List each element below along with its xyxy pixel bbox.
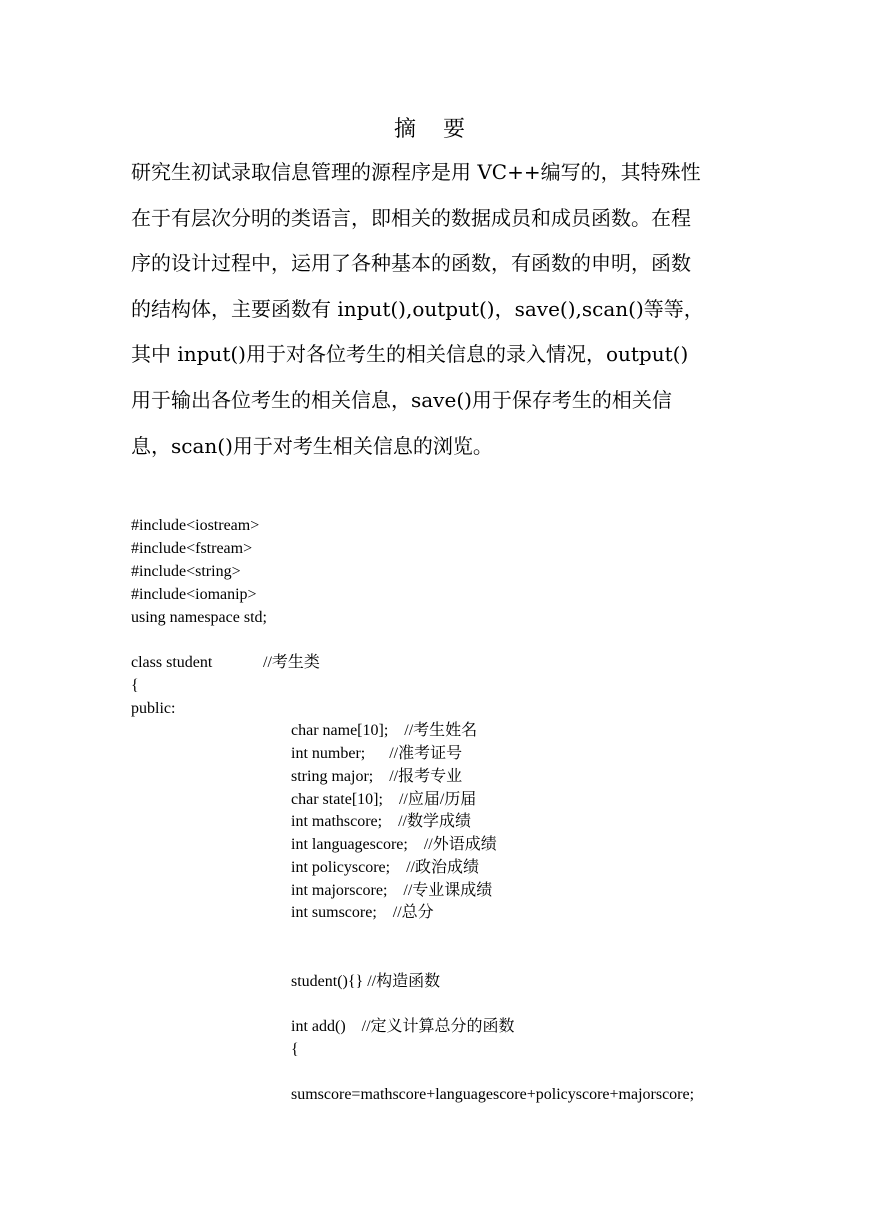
code-add-open-brace: { [291, 1041, 299, 1058]
abstract-line: 息，scan()用于对考生相关信息的浏览。 [131, 433, 493, 458]
code-member-line: int policyscore; //政治成绩 [291, 859, 479, 876]
code-class-comment: //考生类 [263, 654, 320, 671]
code-member-line: char name[10]; //考生姓名 [291, 722, 478, 739]
code-add-declaration: int add() //定义计算总分的函数 [291, 1018, 515, 1035]
code-public-label: public: [131, 700, 176, 717]
code-member-line: int mathscore; //数学成绩 [291, 813, 471, 830]
code-include-line: #include<iomanip> [131, 586, 257, 603]
abstract-line: 用于输出各位考生的相关信息，save()用于保存考生的相关信 [131, 387, 672, 412]
code-using-line: using namespace std; [131, 609, 267, 626]
code-member-line: string major; //报考专业 [291, 768, 463, 785]
abstract-line: 的结构体，主要函数有 input(),output()，save(),scan()等等， [131, 296, 704, 321]
code-include-line: #include<string> [131, 563, 241, 580]
code-member-line: int majorscore; //专业课成绩 [291, 882, 493, 899]
code-member-line: int number; //准考证号 [291, 745, 463, 762]
code-open-brace: { [131, 677, 139, 694]
abstract-line: 研究生初试录取信息管理的源程序是用 VC++编写的，其特殊性 [131, 160, 701, 184]
abstract-line: 在于有层次分明的类语言，即相关的数据成员和成员函数。在程 [131, 205, 691, 230]
code-class-declaration: class student [131, 654, 213, 671]
code-member-line: char state[10]; //应届/历届 [291, 791, 477, 808]
code-member-line: int sumscore; //总分 [291, 904, 434, 921]
code-include-line: #include<fstream> [131, 540, 253, 557]
code-member-line: int languagescore; //外语成绩 [291, 836, 497, 853]
abstract-heading: 摘 要 [394, 117, 475, 142]
abstract-line: 序的设计过程中，运用了各种基本的函数，有函数的申明，函数 [131, 251, 691, 276]
code-add-body-line: sumscore=mathscore+languagescore+policyscore+majorscore; [291, 1086, 695, 1103]
code-include-line: #include<iostream> [131, 517, 260, 534]
code-constructor-line: student(){} //构造函数 [291, 973, 441, 990]
abstract-paragraph [131, 150, 741, 469]
abstract-line: 其中 input()用于对各位考生的相关信息的录入情况，output() [131, 342, 689, 367]
